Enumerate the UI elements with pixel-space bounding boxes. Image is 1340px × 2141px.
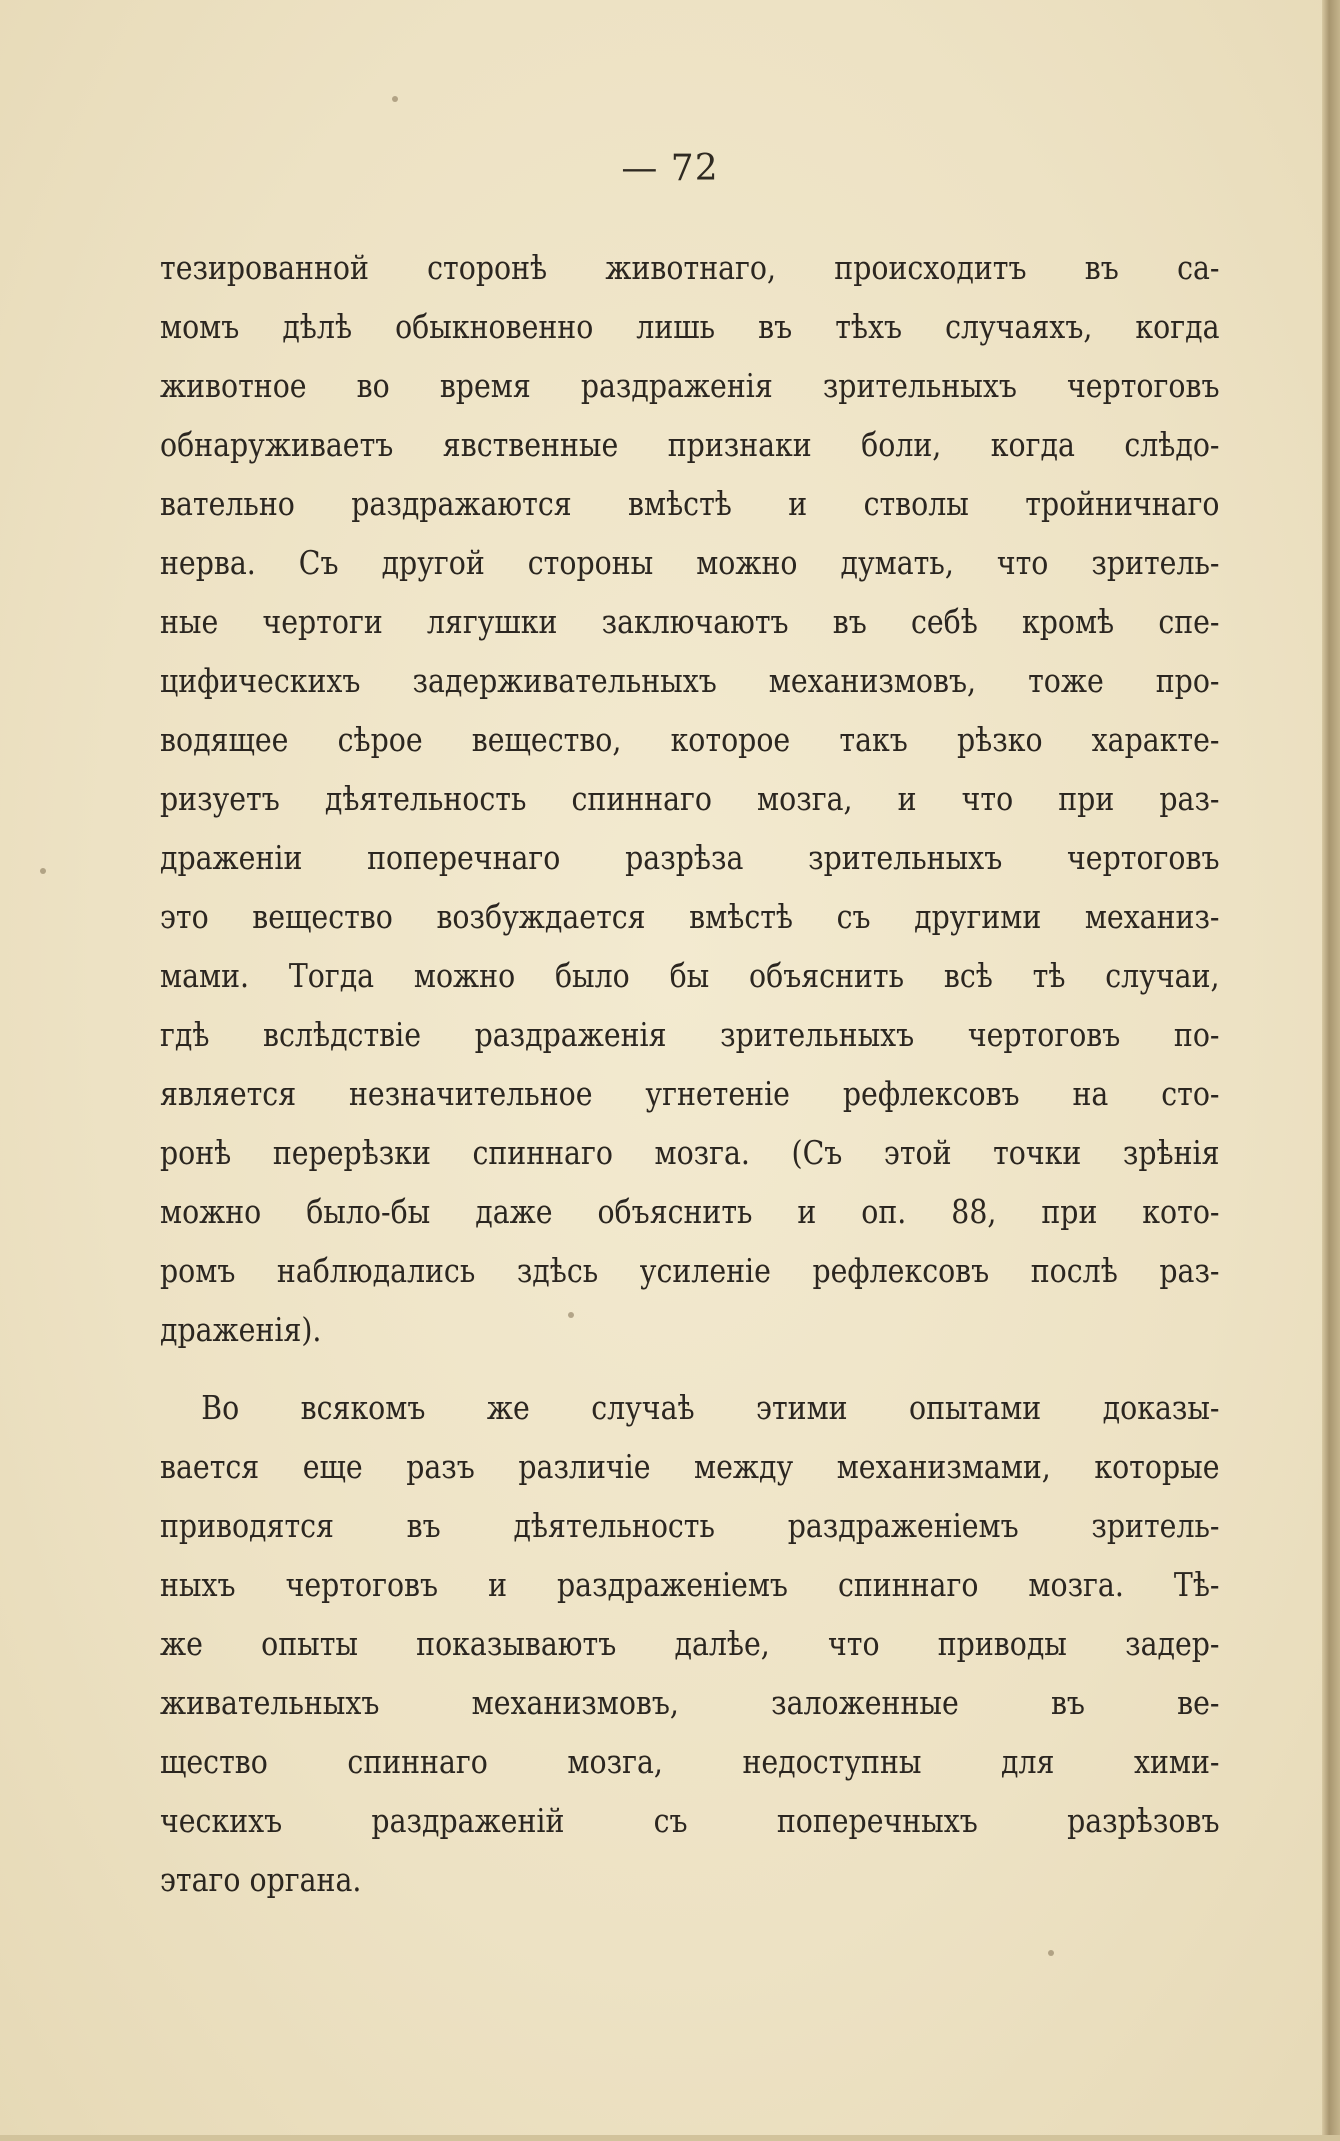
text-line: это вещество возбуждается вмѣстѣ съ другими механиз- bbox=[160, 897, 1220, 936]
text-line: можно было-бы даже объяснить и оп. 88, при кото- bbox=[160, 1192, 1220, 1231]
page-number: — 72 bbox=[621, 148, 719, 189]
paper-speck bbox=[392, 96, 398, 102]
text-line: является незначительное угнетеніе рефлексовъ на сто- bbox=[160, 1074, 1220, 1113]
paper-speck bbox=[1048, 1950, 1054, 1956]
text-line: драженія). bbox=[160, 1310, 322, 1349]
text-line: вательно раздражаются вмѣстѣ и стволы тройничнаго bbox=[160, 484, 1220, 523]
text-line: тезированной сторонѣ животнаго, происходитъ въ са- bbox=[160, 248, 1220, 287]
text-line: цифическихъ задерживательныхъ механизмовъ, тоже про- bbox=[160, 661, 1220, 700]
text-line: гдѣ вслѣдствіе раздраженія зрительныхъ чертоговъ по- bbox=[160, 1015, 1220, 1054]
text-line: ческихъ раздраженій съ поперечныхъ разрѣзовъ bbox=[160, 1801, 1220, 1840]
paragraph-2 bbox=[160, 1378, 1220, 1909]
text-line: ризуетъ дѣятельность спиннаго мозга, и что при раз- bbox=[160, 779, 1220, 818]
paragraph-1 bbox=[160, 238, 1220, 1359]
text-line: момъ дѣлѣ обыкновенно лишь въ тѣхъ случаяхъ, когда bbox=[160, 307, 1220, 346]
text-line: приводятся въ дѣятельность раздраженіемъ зритель- bbox=[160, 1506, 1220, 1545]
text-line: же опыты показываютъ далѣе, что приводы задер- bbox=[160, 1624, 1220, 1663]
page-edge-right bbox=[1322, 0, 1340, 2141]
text-line: водящее сѣрое вещество, которое такъ рѣзко характе- bbox=[160, 720, 1220, 759]
text-line: ромъ наблюдались здѣсь усиленіе рефлексовъ послѣ раз- bbox=[160, 1251, 1220, 1290]
page-edge-bottom bbox=[0, 2135, 1340, 2141]
text-line: мами. Тогда можно было бы объяснить всѣ тѣ случаи, bbox=[160, 956, 1220, 995]
text-line: животное во время раздраженія зрительныхъ чертоговъ bbox=[160, 366, 1220, 405]
text-line: Во всякомъ же случаѣ этими опытами доказы- bbox=[201, 1388, 1220, 1427]
text-line: драженіи поперечнаго разрѣза зрительныхъ чертоговъ bbox=[160, 838, 1220, 877]
text-line: ные чертоги лягушки заключаютъ въ себѣ кромѣ спе- bbox=[160, 602, 1220, 641]
paper-speck bbox=[40, 868, 46, 874]
text-line: нерва. Съ другой стороны можно думать, что зритель- bbox=[160, 543, 1220, 582]
text-line: ронѣ перерѣзки спиннаго мозга. (Съ этой точки зрѣнія bbox=[160, 1133, 1220, 1172]
text-line: ныхъ чертоговъ и раздраженіемъ спиннаго мозга. Тѣ- bbox=[160, 1565, 1220, 1604]
text-line: щество спиннаго мозга, недоступны для хими- bbox=[160, 1742, 1220, 1781]
text-line: живательныхъ механизмовъ, заложенные въ ве- bbox=[160, 1683, 1220, 1722]
text-line: вается еще разъ различіе между механизмами, которые bbox=[160, 1447, 1220, 1486]
text-line: этаго органа. bbox=[160, 1860, 362, 1899]
text-line: обнаруживаетъ явственные признаки боли, когда слѣдо- bbox=[160, 425, 1220, 464]
